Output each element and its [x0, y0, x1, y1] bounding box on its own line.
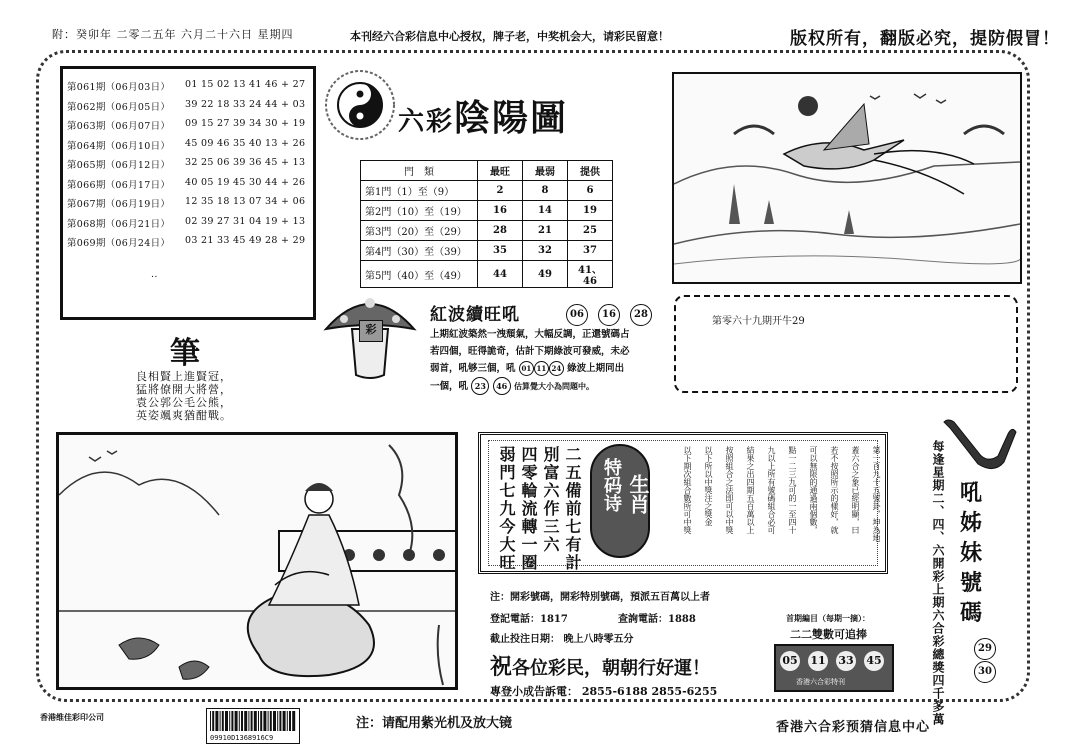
hotline-numbers: 2855-6188 2855-6255 [581, 685, 718, 698]
history-box [60, 66, 316, 320]
prev-number: 33 [836, 651, 856, 671]
header-hot: 最旺 [478, 161, 523, 181]
history-period: 第067期（06月19日） [67, 199, 171, 210]
history-row [67, 176, 306, 191]
fine-print-col: 若不按照所示的樣好，就 [830, 446, 839, 534]
fine-print-col: 第一百九十五號卦，坤為地 [872, 446, 881, 542]
provide-value: 6 [568, 181, 613, 201]
hongbo-line [430, 360, 642, 377]
history-row [67, 137, 306, 152]
cold-value: 21 [523, 221, 568, 241]
hot-value: 28 [478, 221, 523, 241]
provide-value: 25 [568, 221, 613, 241]
history-row [67, 157, 306, 171]
left-poem [136, 370, 286, 422]
special-poem-col: 弱門七九今大旺 [497, 446, 516, 572]
provide-value: 37 [568, 241, 613, 261]
prev-title: 首期編目（每期一摘）： [786, 613, 870, 623]
hot-value: 2 [478, 181, 523, 201]
hongbo-line [430, 377, 642, 395]
poem-line: 猛將僚開大將營， [136, 383, 232, 396]
hongbo-line-text: 弱首，吼够三個，吼 [430, 363, 516, 374]
history-period: 第062期（06月05日） [67, 101, 171, 113]
hongbo-ball: 06 [566, 304, 588, 326]
notice-line: 注：開彩號碼，開彩特別號碼，預派五百萬以上者 [490, 592, 710, 603]
header-copyright: 版权所有，翻版必究，提防假冒！ [790, 29, 1060, 49]
gate-label: 第3門（20）至（29） [361, 221, 478, 241]
history-numbers: 39 22 18 33 24 44 + 03 [185, 98, 306, 110]
gate-label: 第4門（30）至（39） [361, 241, 478, 261]
sister-ball: 30 [974, 661, 996, 683]
gate-label: 第1門（1）至（9） [361, 181, 478, 201]
poem-line: 良相賢上進賢冠， [136, 370, 232, 383]
barcode-number: 09910D1368916C9 [210, 734, 274, 742]
hongbo-ball-small: 24 [549, 361, 564, 376]
history-numbers: 12 35 18 13 07 34 + 06 [185, 196, 306, 207]
hongbo-ball-small: 11 [534, 361, 549, 376]
badge-text-left: 特码诗 [601, 458, 622, 512]
register-phone [490, 610, 568, 625]
hongbo-text [430, 326, 642, 395]
header-date: 附：癸卯年 二零二五年 六月二十六日 星期四 [52, 28, 294, 41]
bi-title: 筆 [170, 336, 200, 371]
bird-scene-drawing [674, 74, 1020, 282]
history-numbers: 09 15 27 39 34 30 + 19 [185, 118, 306, 129]
prev-number: 05 [780, 651, 800, 671]
fine-print-col: 可以無限的通過兩個數， [809, 446, 818, 534]
deadline-line [490, 630, 633, 645]
hongbo-ball: 28 [630, 304, 652, 326]
register-label: 登記電話： [490, 614, 540, 625]
history-period: 第068期（06月21日） [67, 218, 171, 230]
poem-line: 袁公郭公毛公熊， [136, 396, 232, 409]
info-box [674, 295, 1018, 393]
hongbo-line: 上期紅波築然一洩頹氣，大幅反調，正還號碼占 [430, 329, 630, 340]
barcode [206, 708, 300, 744]
hongbo-line-text: 一個，吼 [430, 381, 469, 392]
history-row [67, 215, 306, 230]
history-numbers: 32 25 06 39 36 45 + 13 [185, 157, 306, 168]
table-header-row [361, 161, 613, 181]
lady-scene-drawing [59, 435, 455, 687]
query-phone [618, 610, 696, 625]
table-row [361, 181, 613, 201]
title-main-text: 陰陽圖 [454, 97, 569, 139]
table-row [361, 261, 613, 288]
fine-print-col: 以下期次組合數所可中獎 [683, 446, 692, 534]
hongbo-line: 若四個，旺得詭奇，估計下期綠波可發威，未必 [430, 346, 630, 357]
hot-value: 44 [478, 261, 523, 288]
history-period: 第064期（06月10日） [67, 140, 171, 152]
history-numbers: 40 05 19 45 30 44 + 26 [185, 176, 306, 188]
cold-value: 14 [523, 201, 568, 221]
history-row [67, 235, 306, 249]
history-more: .. [151, 269, 158, 280]
history-period: 第066期（06月17日） [67, 179, 171, 191]
hongbo-title: 紅波續旺吼 [430, 305, 520, 325]
saxophone-icon [938, 412, 1020, 472]
blessing-big: 祝 [490, 654, 513, 680]
cold-value: 32 [523, 241, 568, 261]
deadline-value: 晚上八時零五分 [563, 634, 634, 645]
table-row [361, 221, 613, 241]
prev-subtitle: 二二雙數可追捧 [790, 628, 867, 641]
mushroom-label: 彩 [359, 320, 383, 342]
register-number: 1817 [540, 614, 568, 625]
fine-print-col: 結果之出四期五百萬以上 [746, 446, 755, 534]
history-numbers: 45 09 46 35 40 13 + 26 [185, 137, 306, 149]
header-notice: 本刊经六合彩信息中心授权，牌子老，中奖机会大，请彩民留意！ [350, 30, 669, 43]
fine-print-col: 蓋六合之象已經明顯，曰 [851, 446, 860, 534]
fine-print-col: 點一二三九可的一至四十 [788, 446, 797, 534]
special-poem-col: 別富六作三六 [541, 446, 560, 554]
prev-number: 45 [864, 651, 884, 671]
history-numbers: 03 21 33 45 49 28 + 29 [185, 235, 306, 246]
poem-line: 英姿颯爽猶酣戰。 [136, 409, 232, 422]
hotline [490, 683, 717, 699]
hongbo-line-text: 估算覺大小為問題中。 [513, 381, 594, 391]
title-prefix: 六彩 [398, 107, 455, 137]
special-poem-col: 四零輪流轉一圈 [519, 446, 538, 572]
provide-value: 19 [568, 201, 613, 221]
deadline-label: 截止投注日期： [490, 634, 560, 645]
page-title [398, 90, 568, 141]
info-box-text: 第零六十九期开牛29 [712, 316, 805, 327]
badge-text-right: 生肖 [626, 474, 650, 514]
query-label: 查詢電話： [618, 614, 668, 625]
hotline-label: 專登小成告訴電： [490, 685, 578, 698]
yin-yang-icon [323, 68, 397, 142]
gate-label: 第5門（40）至（49） [361, 261, 478, 288]
blessing-rest: 各位彩民，朝朝行好運！ [512, 658, 711, 679]
lady-illustration [56, 432, 458, 690]
prev-number: 11 [808, 651, 828, 671]
footer-publisher: 香港六合彩预猜信息中心 [776, 720, 931, 735]
mushroom-graphic [322, 285, 418, 381]
history-numbers: 01 15 02 13 41 46 + 27 [185, 79, 306, 90]
gate-stats-table [360, 160, 613, 288]
history-period: 第069期（06月24日） [67, 238, 171, 249]
hot-value: 35 [478, 241, 523, 261]
header-cold: 最弱 [523, 161, 568, 181]
special-code-badge [590, 444, 650, 558]
sister-ball: 29 [974, 638, 996, 660]
cold-value: 49 [523, 261, 568, 288]
header-gate: 門 類 [361, 161, 478, 181]
history-period: 第065期（06月12日） [67, 160, 171, 171]
hongbo-ball-small: 23 [471, 377, 489, 395]
header-provide: 提供 [568, 161, 613, 181]
cold-value: 8 [523, 181, 568, 201]
history-period: 第063期（06月07日） [67, 121, 171, 132]
hongbo-line-text: 綠波上期同出 [567, 363, 625, 374]
history-row [67, 79, 306, 93]
bird-illustration [672, 72, 1022, 284]
fine-print-col: 九以上所有號碼組合必可 [767, 446, 776, 534]
sister-number-title: 吼姊妹號碼 [959, 480, 982, 626]
barcode-icon [207, 709, 299, 733]
history-row [67, 196, 306, 210]
query-number: 1888 [668, 614, 696, 625]
history-numbers: 02 39 27 31 04 19 + 13 [185, 215, 306, 227]
hongbo-ball-small: 01 [519, 361, 534, 376]
prev-note: 香港六合彩特刊 [796, 678, 845, 686]
hot-value: 16 [478, 201, 523, 221]
side-schedule-text: 每逢星期二、四、六開彩上期六合彩總獎四千多萬 [931, 440, 945, 726]
table-row [361, 201, 613, 221]
printer-name: 香港维佳彩印公司 [40, 712, 104, 722]
prev-numbers-box [774, 644, 894, 692]
special-poem-col: 二五備前七有計 [563, 446, 582, 572]
fine-print-col: 按照組合之法即可以中獎 [725, 446, 734, 534]
fine-print-col: 以下所以中獎注之獎金 [704, 446, 713, 526]
history-row [67, 118, 306, 132]
history-period: 第061期（06月03日） [67, 82, 171, 93]
table-row [361, 241, 613, 261]
hongbo-ball-small: 46 [493, 377, 511, 395]
gate-label: 第2門（10）至（19） [361, 201, 478, 221]
provide-value: 41、46 [568, 261, 613, 288]
hongbo-ball: 16 [598, 304, 620, 326]
history-row [67, 98, 306, 113]
blessing [490, 650, 710, 681]
footer-note: 注：请配用紫光机及放大镜 [356, 716, 513, 731]
